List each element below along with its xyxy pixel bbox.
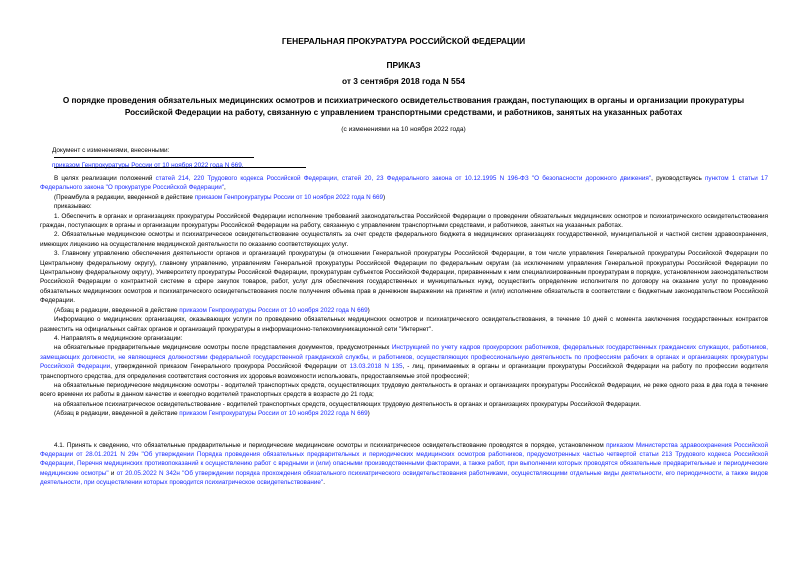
prosecutor-law-link[interactable]: пунктом 1 статьи 17 Федерального закона "О прокуратуре Российской Федерации" [40, 175, 768, 192]
order-135-link[interactable]: 13.03.2018 N 135 [349, 363, 403, 371]
divider-short [54, 157, 254, 158]
item-4-psychiatric: на обязательное психиатрическое освидетельствование - водителей транспортных средств, осуществляющих трудовую деятельность в органах и организациях прокуратуры Российской Федерации. [54, 400, 641, 408]
divider-long [54, 167, 306, 168]
item-4: 4. Направлять в медицинские организации: [54, 334, 183, 342]
doc-title: О порядке проведения обязательных медицинских осмотров и психиатрического освидетельствования граждан, поступающих в органы и организации прокуратуры Российской Федерации на работу, связанную с управлением транспортными средствами, и работников, занятых на указанных работах [62, 96, 745, 117]
doc-body [40, 174, 768, 488]
text-run: ) [383, 193, 386, 201]
item-3-info: Информацию о медицинских организациях, оказывающих услуги по проведению обязательных медицинских осмотров и психиатрического освидетельствования, в течение 10 дней с момента заключения государственных контрактов разместить на официальных сайтах органов и организаций прокуратуры в информационно-телекоммуникационной сети "Интернет". [40, 316, 768, 333]
item-3-note [40, 306, 768, 315]
text-run: ) [367, 306, 370, 314]
preamble-note [40, 193, 768, 202]
text-run: , руководствуясь [651, 175, 705, 182]
order-word: приказываю: [54, 203, 92, 211]
doc-type: ПРИКАЗ [386, 60, 421, 70]
amendment-link[interactable]: приказом Генпрокуратуры России от 10 ноября 2022 года N 669. [52, 162, 244, 169]
item-4-1 [40, 441, 768, 488]
text-run: (Абзац в редакции, введенной в действие [54, 410, 180, 418]
item-4-note [40, 409, 768, 418]
instruction-link[interactable]: Инструкцией по учету кадров прокурорских работников, федеральных государственных гражданских служащих, работников, замещающих должности, не являющиеся должностями федеральной государственной гражданской службы, и работников, осуществляющих профессиональную деятельность по профессиям рабочих в органах и организациях прокуратуры Российской Федерации [40, 344, 768, 371]
text-run: , [224, 184, 226, 192]
doc-info-label: Документ с изменениями, внесенными: [52, 147, 170, 154]
doc-date-number: от 3 сентября 2018 года N 554 [341, 76, 466, 86]
text-run: В целях реализации положений [54, 175, 156, 182]
text-run: 4.1. Принять к сведению, что обязательные предварительные и периодические медицинские осмотры и психиатрическое освидетельствование проводятся в порядке, установленном [54, 441, 607, 449]
item-4-preliminary [40, 343, 768, 381]
text-run: ) [367, 410, 370, 418]
text-run: и [108, 469, 117, 477]
order-link[interactable]: приказом Генпрокуратуры России от 10 ноября 2022 года N 669 [179, 306, 368, 314]
text-run: на обязательные предварительные медицинские осмотры после представления документов, предусмотренных [54, 344, 392, 352]
preamble-paragraph [40, 174, 768, 193]
item-1: 1. Обеспечить в органах и организациях прокуратуры Российской Федерации исполнение требований законодательства Российской Федерации о проведении обязательных медицинских осмотров и психиатрического освидетельствования граждан, поступающих в органы и организации прокуратуры Российской Федерации на работу, связанную с управлением транспортными средствами, и работников, занятых на указанных работах. [40, 212, 768, 230]
org-name: ГЕНЕРАЛЬНАЯ ПРОКУРАТУРА РОССИЙСКОЙ ФЕДЕРАЦИИ [281, 36, 526, 46]
minzdrav-29n-link[interactable]: приказом Министерства здравоохранения Российской Федерации от 28.01.2021 N 29н "Об утверждении Порядка проведения обязательных предварительных и периодических медицинских осмотров работников, предусмотренных частью четвертой статьи 213 Трудового кодекса Российской Федерации, Перечня медицинских противопоказаний к осуществлению работ с вредными и (или) опасными производственными факторами, а также работ, при выполнении которых проводятся обязательные предварительные и периодические медицинские осмотры" [40, 441, 768, 477]
text-run: . [323, 479, 325, 487]
order-link[interactable]: приказом Генпрокуратуры России от 10 ноября 2022 года N 669 [179, 410, 368, 418]
text-run: , - лиц, принимаемых в органы и организации прокуратуры Российской Федерации на работу по профессии водителя транспортного средства, для определения соответствия состояния их здоровья возможности использовать, предоставляемые этой профессией; [40, 363, 768, 380]
item-2: 2. Обязательные медицинские осмотры и психиатрическое освидетельствование осуществлять за счет средств федерального бюджета в медицинских организациях государственной, муниципальной и частной систем здравоохранения, имеющих лицензию на осуществление медицинской деятельности по оказанию соответствующих услуг. [40, 231, 768, 248]
item-4-periodic: на обязательные периодические медицинские осмотры - водителей транспортных средств, осуществляющих трудовую деятельность в органах и организациях прокуратуры Российской Федерации, не реже одного раза в два года в течение всего времени их работы в данном качестве и ежегодно водителей транспортных средств в возрасте до 21 года; [40, 381, 768, 399]
text-run: , утвержденной приказом Генерального прокурора Российской Федерации от [110, 363, 350, 371]
order-link[interactable]: приказом Генпрокуратуры России от 10 ноября 2022 года N 669 [194, 193, 384, 201]
item-3: 3. Главному управлению обеспечения деятельности органов и организаций прокуратуры (в отношении Генеральной прокуратуры Российской Федерации, в том числе управления Генеральной прокуратуры Российской Федерации по Центральному федеральному округу), главному управлению, управлениям Генеральной прокуратуры Российской Федерации по федеральным округам (за исключением управления Генеральной прокуратуры Российской Федерации по Центральному федеральному округу), Университету прокуратуры Российской Федерации, прокуратурам субъектов Российской Федерации, приравненным к ним специализированным прокуратурам в порядке, установленном законодательством Российской Федерации о контрактной системе в сфере закупок товаров, работ, услуг для обеспечения государственных и муниципальных нужд, осуществить определение исполнителя по договору на оказание услуг по проведению обязательных медицинских осмотров и психиатрического освидетельствования после получения объема прав в денежном выражении на принятие и (или) исполнение обязательств в соответствии с бюджетным законодательством Российской Федерации. [40, 250, 768, 305]
minzdrav-342n-link[interactable]: от 20.05.2022 N 342н "Об утверждении порядка прохождения обязательного психиатрического освидетельствования работниками, осуществляющими отдельные виды деятельности, его периодичности, а также видов деятельности, при осуществлении которых проводится психиатрическое освидетельствование" [40, 469, 768, 487]
text-run: (Абзац в редакции, введенной в действие [54, 306, 180, 314]
law-link[interactable]: статей 214, 220 Трудового кодекса Российской Федерации, статей 20, 23 Федерального закона от 10.12.1995 N 196-ФЗ "О безопасности дорожного движения" [155, 175, 652, 182]
text-run: (Преамбула в редакции, введенной в действие [54, 193, 195, 201]
revision-note: (с изменениями на 10 ноября 2022 года) [341, 126, 466, 133]
